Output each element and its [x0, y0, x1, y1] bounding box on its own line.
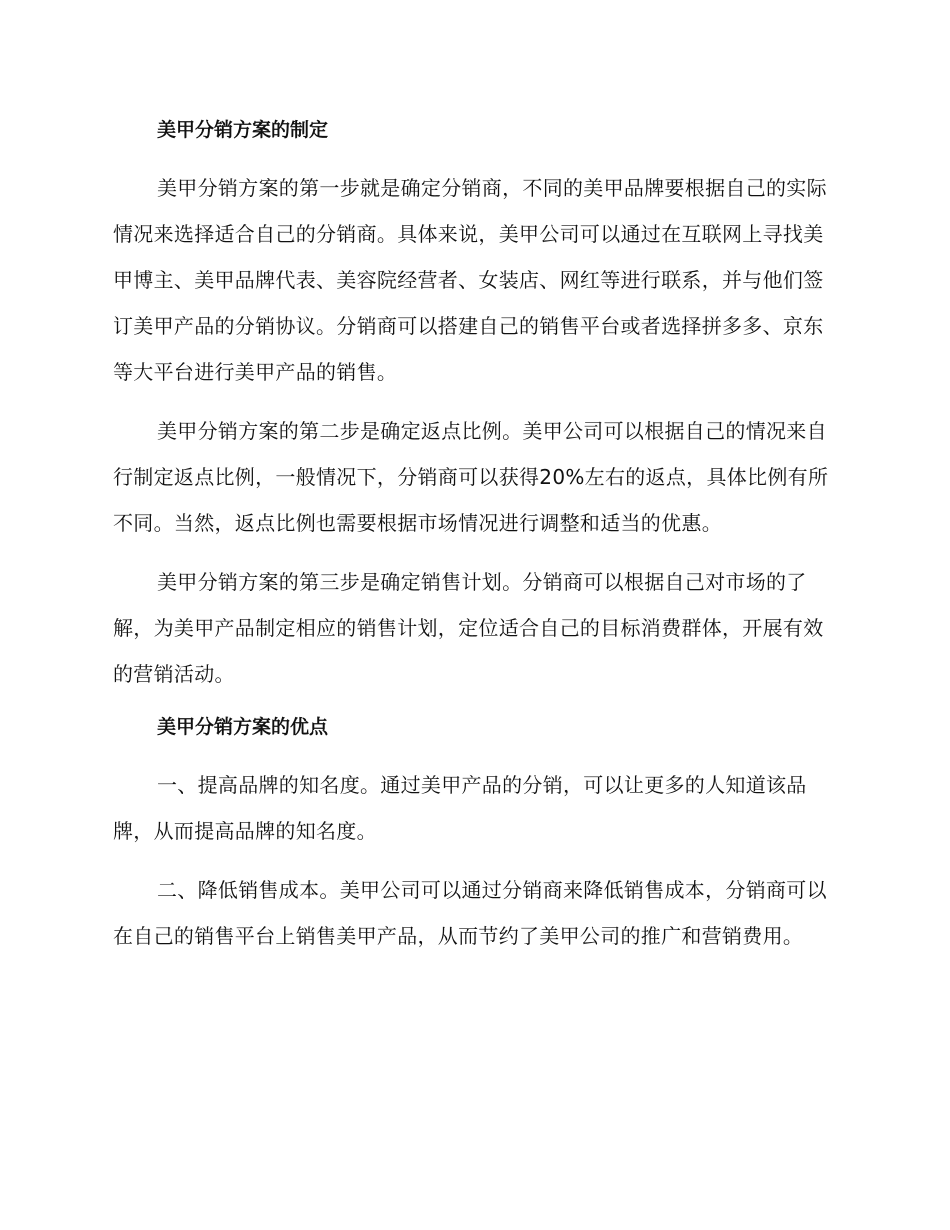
paragraph-advantage-two: 二、降低销售成本。美甲公司可以通过分销商来降低销售成本，分销商可以在自己的销售平台上销售美甲产品，从而节约了美甲公司的推广和营销费用。 [113, 878, 827, 948]
paragraph-advantage-one: 一、提高品牌的知名度。通过美甲产品的分销，可以让更多的人知道该品牌，从而提高品牌的知名度。 [113, 773, 807, 843]
section-heading-formulation: 美甲分销方案的制定 [157, 119, 329, 141]
document-page [113, 113, 833, 972]
section-heading-advantages: 美甲分销方案的优点 [157, 716, 329, 738]
paragraph-step-two: 美甲分销方案的第二步是确定返点比例。美甲公司可以根据自己的情况来自行制定返点比例，一般情况下，分销商可以获得20%左右的返点，具体比例有所不同。当然，返点比例也需要根据市场情况进行调整和适当的优惠。 [113, 419, 829, 535]
paragraph-step-one: 美甲分销方案的第一步就是确定分销商，不同的美甲品牌要根据自己的实际情况来选择适合自己的分销商。具体来说，美甲公司可以通过在互联网上寻找美甲博主、美甲品牌代表、美容院经营者、女装店、网红等进行联系，并与他们签订美甲产品的分销协议。分销商可以搭建自己的销售平台或者选择拼多多、京东等大平台进行美甲产品的销售。 [113, 176, 827, 384]
paragraph-step-three: 美甲分销方案的第三步是确定销售计划。分销商可以根据自己对市场的了解，为美甲产品制定相应的销售计划，定位适合自己的目标消费群体，开展有效的营销活动。 [113, 570, 824, 686]
